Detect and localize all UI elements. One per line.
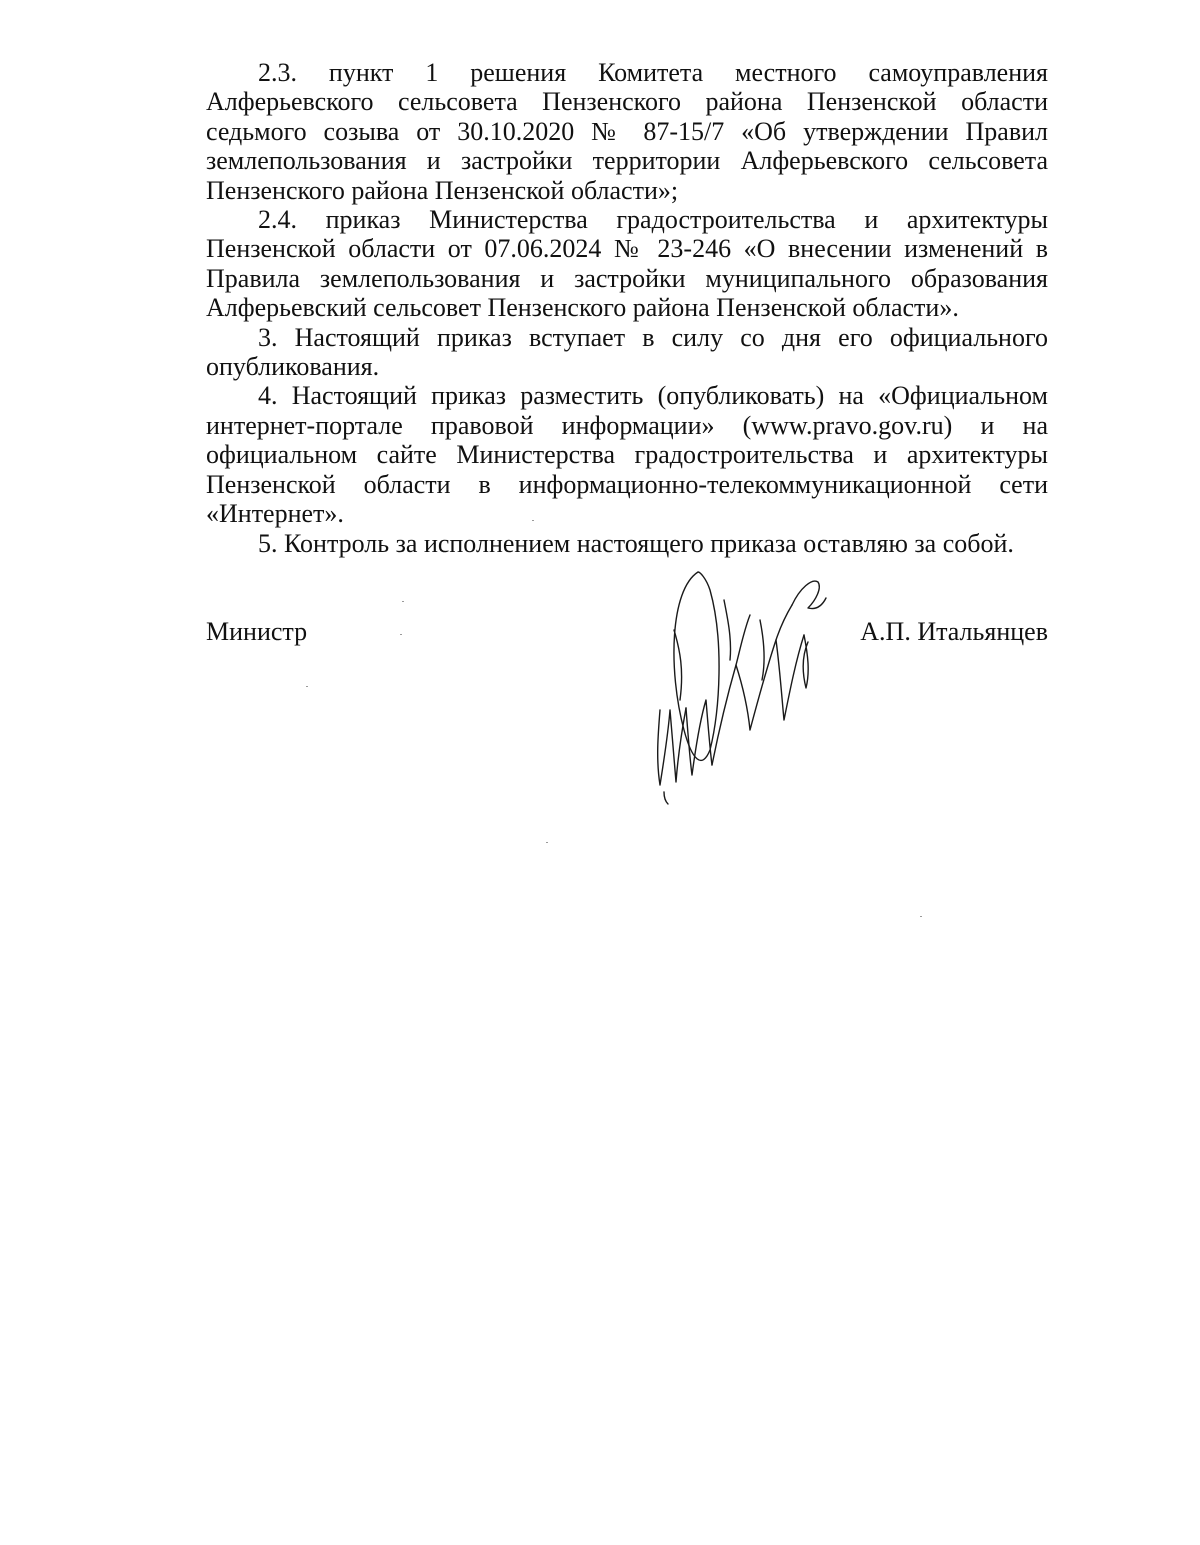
paragraph-2-4: 2.4. приказ Министерства градостроительства и архитектуры Пензенской области от 07.06.2024 № 23-246 «О внесении изменений в Правила землепользования и застройки муниципального образования Алферьевский сельсовет Пензенского района Пензенской области».	[206, 205, 1048, 323]
scan-speck	[402, 601, 404, 602]
signatory-position: Министр	[206, 617, 308, 646]
scan-speck	[546, 842, 548, 843]
handwritten-signature	[640, 560, 840, 805]
signatory-name: А.П. Итальянцев	[860, 617, 1048, 646]
scan-speck	[920, 916, 922, 917]
paragraph-2-3: 2.3. пункт 1 решения Комитета местного самоуправления Алферьевского сельсовета Пензенского района Пензенской области седьмого созыва от 30.10.2020 № 87-15/7 «Об утверждении Правил землепользования и застройки территории Алферьевского сельсовета Пензенского района Пензенской области»;	[206, 58, 1048, 205]
paragraph-5: 5. Контроль за исполнением настоящего приказа оставляю за собой.	[258, 528, 1014, 558]
scan-speck	[400, 634, 402, 635]
document-body	[206, 58, 1048, 558]
paragraph-3: 3. Настоящий приказ вступает в силу со дня его официального опубликования.	[206, 322, 1048, 382]
paragraph-4: 4. Настоящий приказ разместить (опубликовать) на «Официальном интернет-портале правовой информации» (www.pravo.gov.ru) и на официальном сайте Министерства градостроительства и архитектуры Пензенской области в информационно-телекоммуникационной сети «Интернет».	[206, 381, 1048, 529]
scan-speck	[306, 686, 308, 687]
scan-speck	[532, 520, 534, 521]
